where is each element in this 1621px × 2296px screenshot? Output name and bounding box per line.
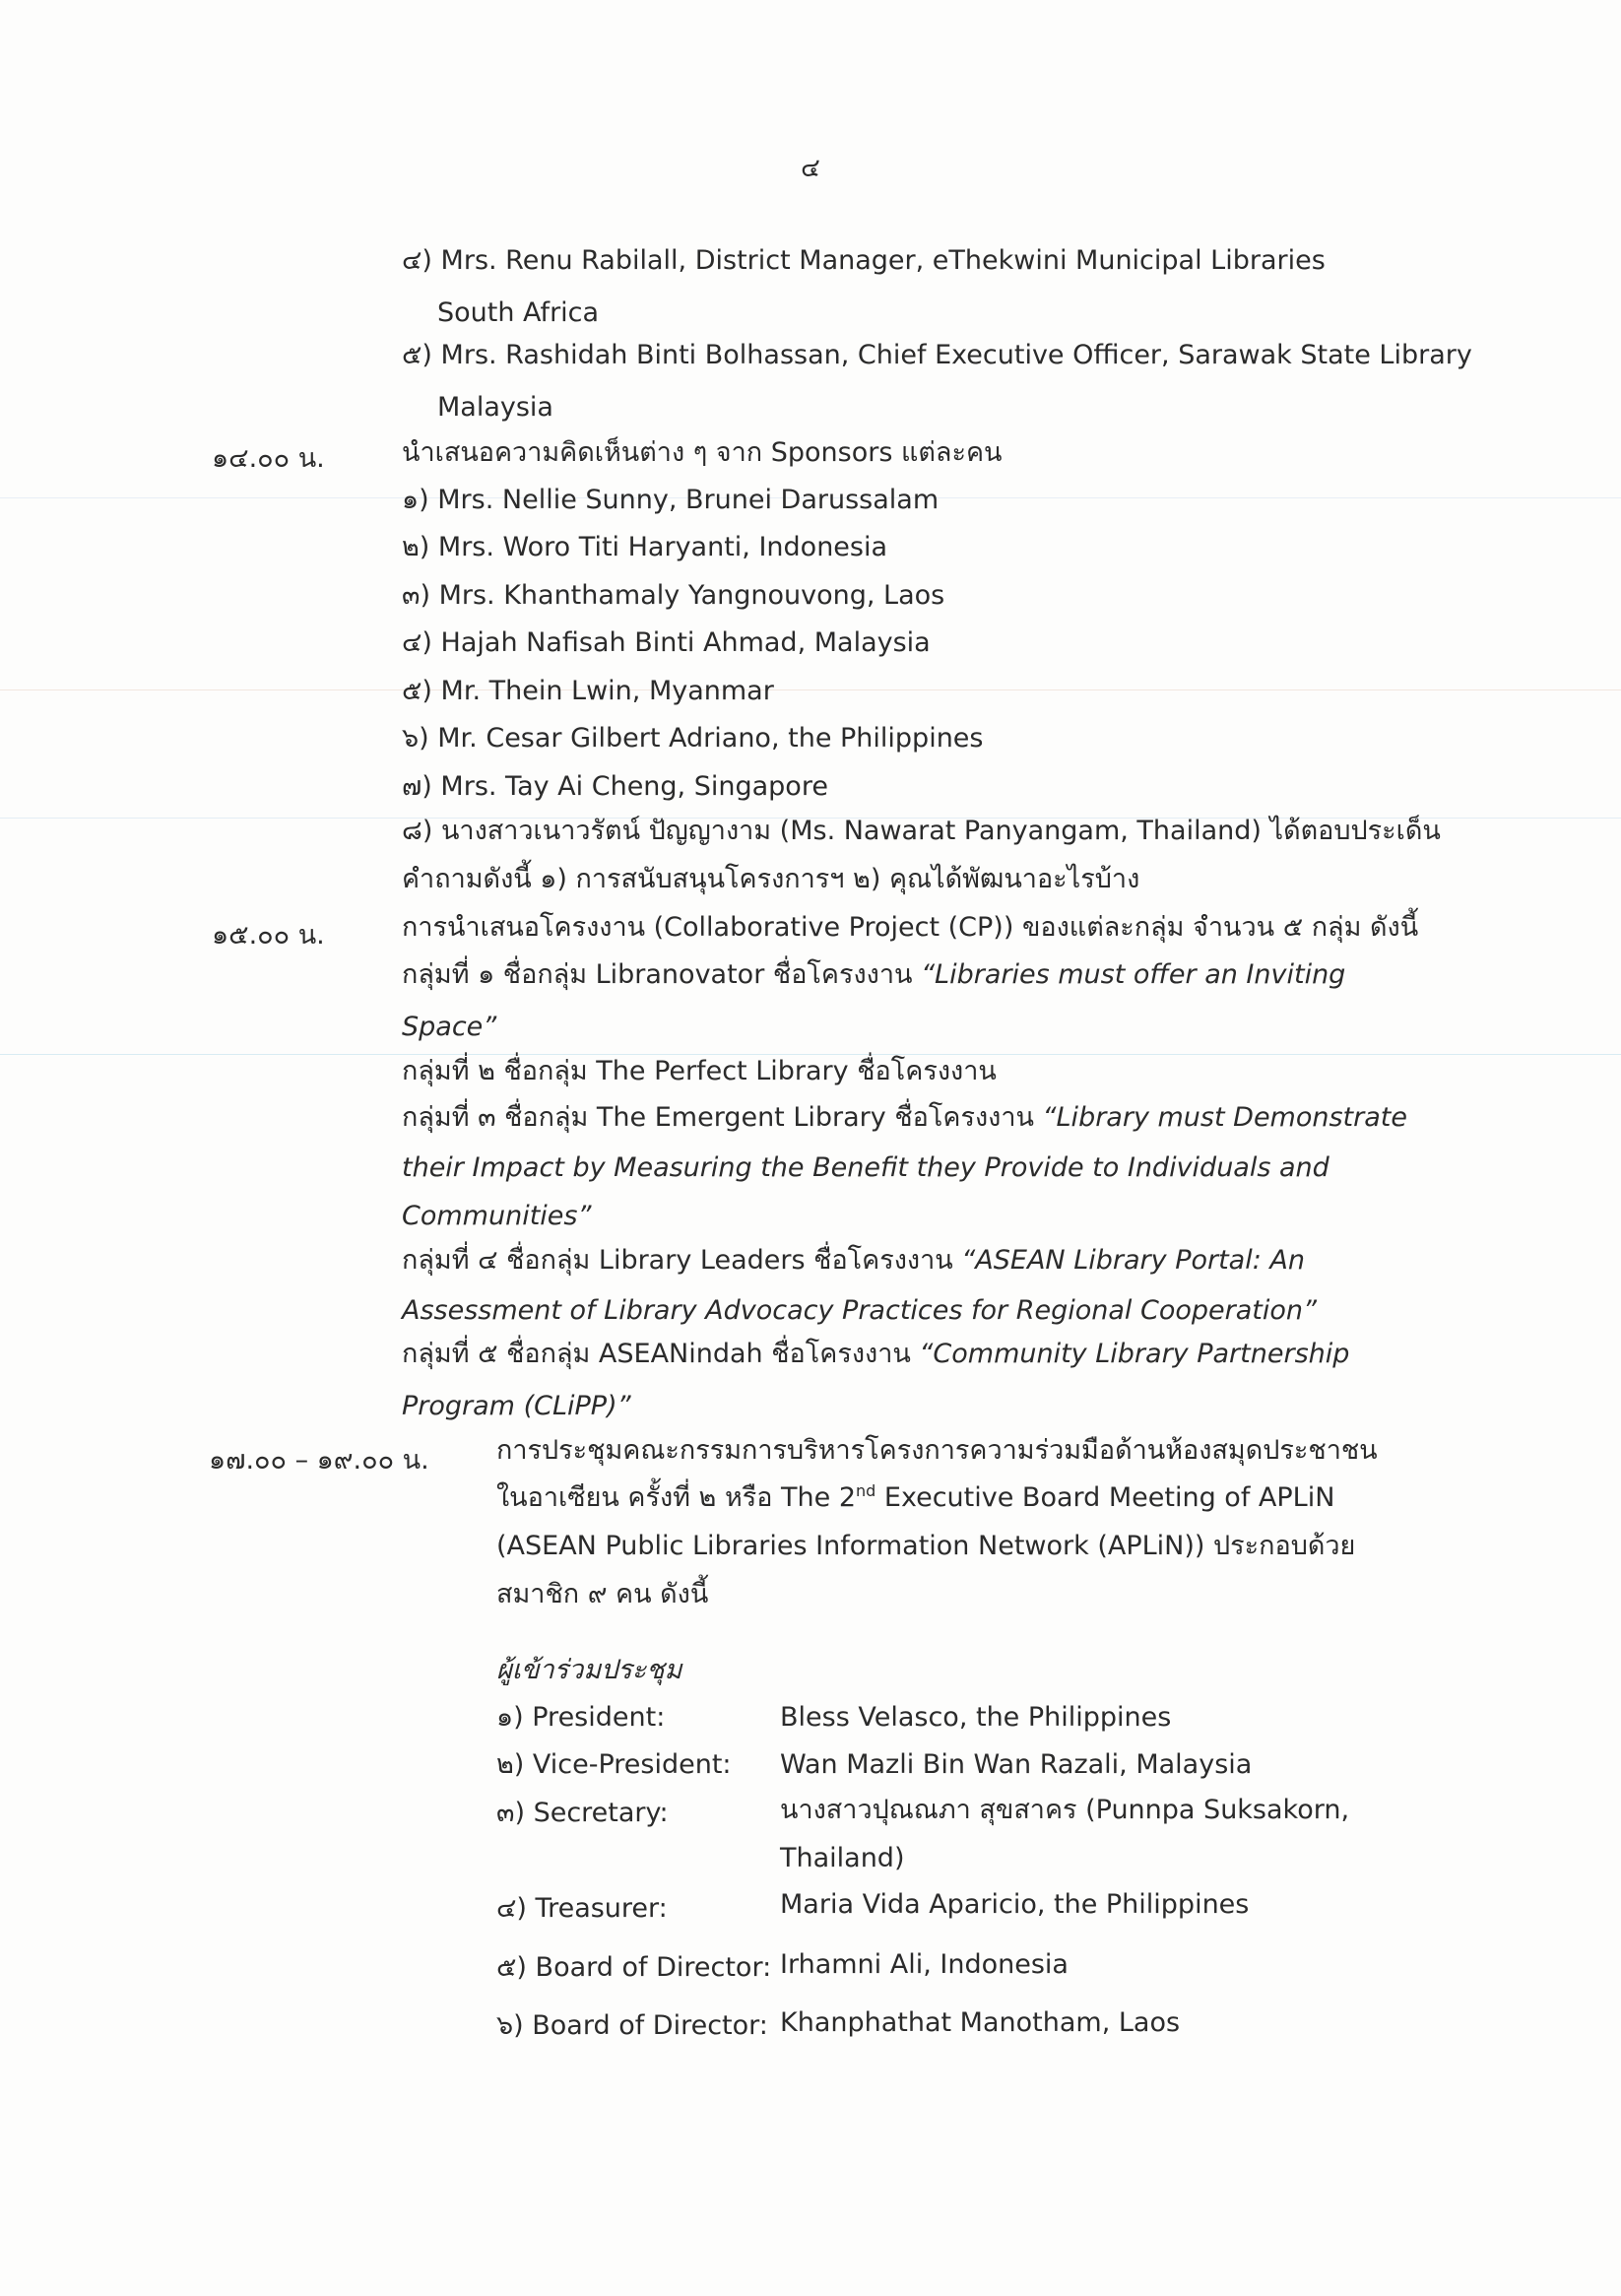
intro-item-5-line2: Malaysia — [437, 392, 553, 423]
attendee-name: Khanphathat Manotham, Laos — [780, 2007, 1181, 2038]
attendee-role: ๕) Board of Director: — [496, 1952, 772, 1983]
attendee-name: Maria Vida Aparicio, the Philippines — [780, 1889, 1250, 1920]
attendee-name: Wan Mazli Bin Wan Razali, Malaysia — [780, 1749, 1253, 1780]
intro-item-4-line2: South Africa — [437, 297, 600, 328]
session-1700-line2-b: Executive Board Meeting of APLiN — [875, 1482, 1335, 1513]
attendee-name: Bless Velasco, the Philippines — [780, 1702, 1172, 1733]
page-number: ๔ — [801, 154, 820, 183]
session-1700-line4: สมาชิก ๙ คน ดังนี้ — [496, 1579, 709, 1609]
attendee-name: Irhamni Ali, Indonesia — [780, 1949, 1069, 1980]
session-time-1500: ๑๕.๐๐ น. — [212, 920, 325, 951]
group-3-line1 — [402, 1100, 1407, 1136]
group-3-project-title: “Library must Demonstrate — [1042, 1102, 1407, 1133]
session-1500-title: การนำเสนอโครงงาน (Collaborative Project (CP)) ของแต่ละกลุ่ม จำนวน ๕ กลุ่ม ดังนี้ — [402, 912, 1419, 943]
intro-item-5-line1: ๕) Mrs. Rashidah Binti Bolhassan, Chief Executive Officer, Sarawak State Library — [402, 340, 1472, 370]
group-4-line1 — [402, 1243, 1305, 1279]
group-1-prefix: กลุ่มที่ ๑ ชื่อกลุ่ม Libranovator ชื่อโครงงาน — [402, 959, 922, 990]
group-3-project-title-cont: their Impact by Measuring the Benefit they Provide to Individuals and — [402, 1152, 1329, 1183]
session-1700-line2-a: ในอาเซียน ครั้งที่ ๒ หรือ The 2 — [496, 1482, 857, 1513]
session-time-1400: ๑๔.๐๐ น. — [212, 443, 325, 474]
sponsor-item: ๔) Hajah Nafisah Binti Ahmad, Malaysia — [402, 627, 931, 658]
sponsor-item: ๕) Mr. Thein Lwin, Myanmar — [402, 676, 774, 706]
session-1700-line3: (ASEAN Public Libraries Information Network (APLiN)) ประกอบด้วย — [496, 1531, 1356, 1561]
session-1400-title: นำเสนอความคิดเห็นต่าง ๆ จาก Sponsors แต่ละคน — [402, 437, 1003, 468]
sponsor-item-8-line2: คำถามดังนี้ ๑) การสนับสนุนโครงการฯ ๒) คุณได้พัฒนาอะไรบ้าง — [402, 864, 1140, 894]
sponsor-item: ๓) Mrs. Khanthamaly Yangnouvong, Laos — [402, 580, 945, 611]
attendees-heading: ผู้เข้าร่วมประชุม — [496, 1655, 682, 1685]
sponsor-item-8-line1: ๘) นางสาวเนาวรัตน์ ปัญญางาม (Ms. Nawarat Panyangam, Thailand) ได้ตอบประเด็น — [402, 816, 1441, 846]
group-5-project-title-cont: Program (CLiPP)” — [402, 1391, 631, 1421]
session-1700-line2 — [496, 1480, 1334, 1516]
attendee-role: ๒) Vice-President: — [496, 1749, 732, 1780]
group-5-line1 — [402, 1337, 1349, 1372]
group-3-project-title-cont: Communities” — [402, 1201, 592, 1231]
group-2-line: กลุ่มที่ ๒ ชื่อกลุ่ม The Perfect Library ชื่อโครงงาน — [402, 1056, 997, 1086]
sponsor-item: ๒) Mrs. Woro Titi Haryanti, Indonesia — [402, 532, 888, 562]
group-4-project-title: “ASEAN Library Portal: An — [961, 1245, 1305, 1276]
attendee-role: ๑) President: — [496, 1702, 666, 1733]
sponsor-item: ๗) Mrs. Tay Ai Cheng, Singapore — [402, 771, 828, 802]
attendee-name-cont: Thailand) — [780, 1843, 905, 1873]
scan-artifact-line — [0, 689, 1621, 690]
sponsor-item: ๖) Mr. Cesar Gilbert Adriano, the Philippines — [402, 723, 984, 754]
group-1-project-title: “Libraries must offer an Inviting — [921, 959, 1346, 990]
attendee-name: นางสาวปุณณภา สุขสาคร (Punnpa Suksakorn, — [780, 1795, 1350, 1825]
session-time-1700: ๑๗.๐๐ – ๑๙.๐๐ น. — [209, 1445, 429, 1476]
group-5-project-title: “Community Library Partnership — [919, 1339, 1350, 1369]
group-1-project-title-cont: Space” — [402, 1012, 497, 1042]
attendee-role: ๔) Treasurer: — [496, 1893, 668, 1924]
session-1700-line1: การประชุมคณะกรรมการบริหารโครงการความร่วมมือด้านห้องสมุดประชาชน — [496, 1435, 1378, 1466]
attendee-role: ๓) Secretary: — [496, 1798, 669, 1828]
intro-item-4-line1: ๔) Mrs. Renu Rabilall, District Manager, eThekwini Municipal Libraries — [402, 245, 1326, 276]
group-1-line1 — [402, 957, 1345, 993]
sponsor-item: ๑) Mrs. Nellie Sunny, Brunei Darussalam — [402, 485, 940, 515]
group-4-prefix: กลุ่มที่ ๔ ชื่อกลุ่ม Library Leaders ชื่อโครงงาน — [402, 1245, 962, 1276]
group-4-project-title-cont: Assessment of Library Advocacy Practices for Regional Cooperation” — [402, 1295, 1317, 1326]
group-5-prefix: กลุ่มที่ ๕ ชื่อกลุ่ม ASEANindah ชื่อโครงงาน — [402, 1339, 920, 1369]
group-3-prefix: กลุ่มที่ ๓ ชื่อกลุ่ม The Emergent Library ชื่อโครงงาน — [402, 1102, 1043, 1133]
ordinal-suffix: nd — [856, 1481, 876, 1500]
attendee-role: ๖) Board of Director: — [496, 2010, 768, 2041]
